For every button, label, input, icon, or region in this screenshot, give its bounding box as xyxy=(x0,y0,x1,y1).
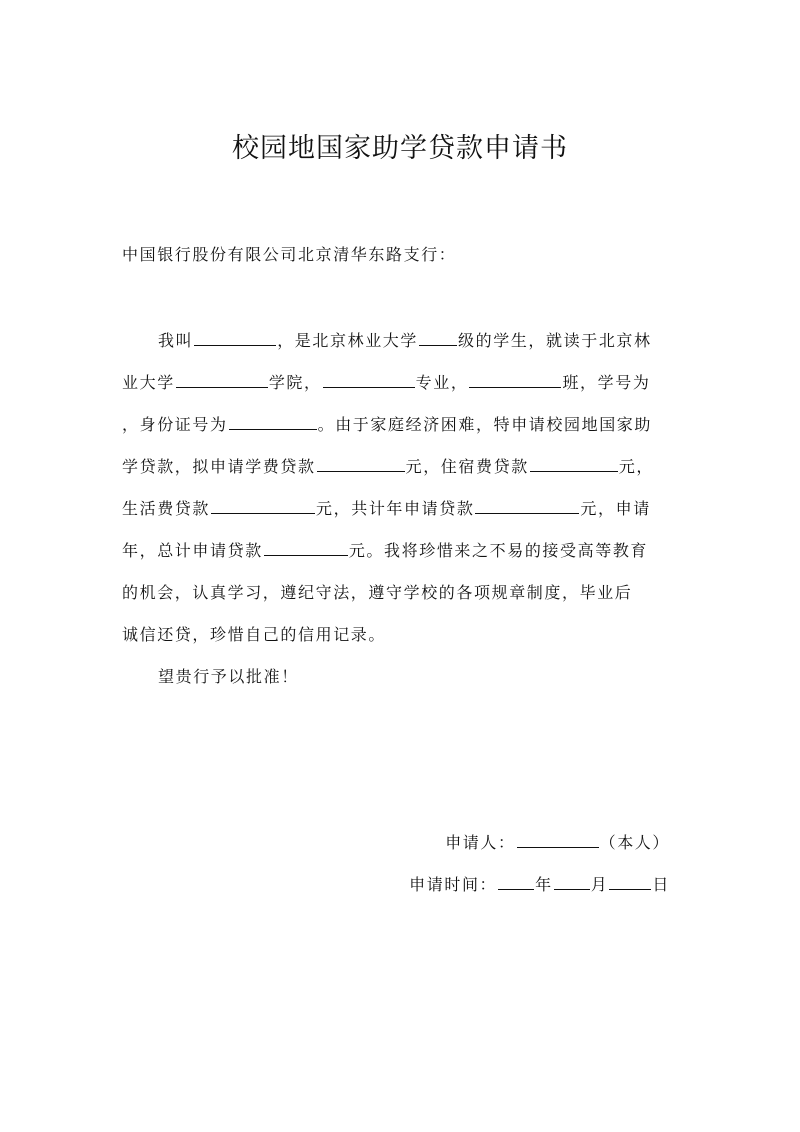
text-segment: ，是北京林业大学 xyxy=(277,331,419,350)
lodging-loan-blank[interactable] xyxy=(530,456,618,472)
body-line-2 xyxy=(122,372,650,394)
school-blank[interactable] xyxy=(176,372,268,388)
day-label: 日 xyxy=(652,875,670,894)
grade-blank[interactable] xyxy=(419,330,457,346)
name-blank[interactable] xyxy=(194,330,276,346)
tuition-loan-blank[interactable] xyxy=(317,456,405,472)
text-segment: 学贷款，拟申请学费贷款 xyxy=(122,457,316,476)
text-segment: 生活费贷款 xyxy=(122,499,211,518)
text-segment: ，身份证号为 xyxy=(122,415,228,434)
body-line-6 xyxy=(122,540,648,562)
body-line-3 xyxy=(122,414,652,436)
year-label: 年 xyxy=(535,875,553,894)
total-loan-blank[interactable] xyxy=(264,540,348,556)
applicant-label: 申请人： xyxy=(445,833,516,852)
date-label: 申请时间： xyxy=(409,875,498,894)
applicant-suffix: （本人） xyxy=(599,833,670,852)
class-blank[interactable] xyxy=(469,372,561,388)
text-segment: 元，共计年申请贷款 xyxy=(316,499,475,518)
date-line xyxy=(409,874,670,896)
annual-loan-blank[interactable] xyxy=(475,498,579,514)
body-line-4 xyxy=(122,456,654,478)
living-loan-blank[interactable] xyxy=(211,498,315,514)
text-segment: 元，申请 xyxy=(580,499,651,518)
text-segment: 班，学号为 xyxy=(562,373,651,392)
text-segment: 元，住宿费贷款 xyxy=(405,457,529,476)
text-segment: 元， xyxy=(618,457,655,476)
applicant-blank[interactable] xyxy=(517,832,599,848)
text-segment: 级的学生，就读于北京林 xyxy=(458,331,652,350)
year-blank[interactable] xyxy=(498,874,534,890)
body-line-5 xyxy=(122,498,651,520)
day-blank[interactable] xyxy=(609,874,651,890)
body-line-1 xyxy=(158,330,652,352)
month-blank[interactable] xyxy=(554,874,590,890)
text-segment: 我叫 xyxy=(158,331,194,350)
salutation: 中国银行股份有限公司北京清华东路支行： xyxy=(122,245,457,264)
closing-line: 望贵行予以批准！ xyxy=(158,667,299,686)
major-blank[interactable] xyxy=(323,372,415,388)
text-segment: 业大学 xyxy=(122,373,175,392)
month-label: 月 xyxy=(590,875,609,894)
text-segment: 学院， xyxy=(268,373,322,392)
applicant-line xyxy=(445,832,670,854)
text-segment: 。由于家庭经济困难，特申请校园地国家助 xyxy=(317,415,653,434)
body-line-8: 诚信还贷，珍惜自己的信用记录。 xyxy=(122,625,387,644)
id-number-blank[interactable] xyxy=(229,414,317,430)
document-title: 校园地国家助学贷款申请书 xyxy=(232,133,568,164)
text-segment: 专业， xyxy=(415,373,469,392)
body-line-7: 的机会，认真学习，遵纪守法，遵守学校的各项规章制度，毕业后 xyxy=(122,583,633,602)
text-segment: 元。我将珍惜来之不易的接受高等教育 xyxy=(348,541,649,560)
text-segment: 年，总计申请贷款 xyxy=(122,541,263,560)
